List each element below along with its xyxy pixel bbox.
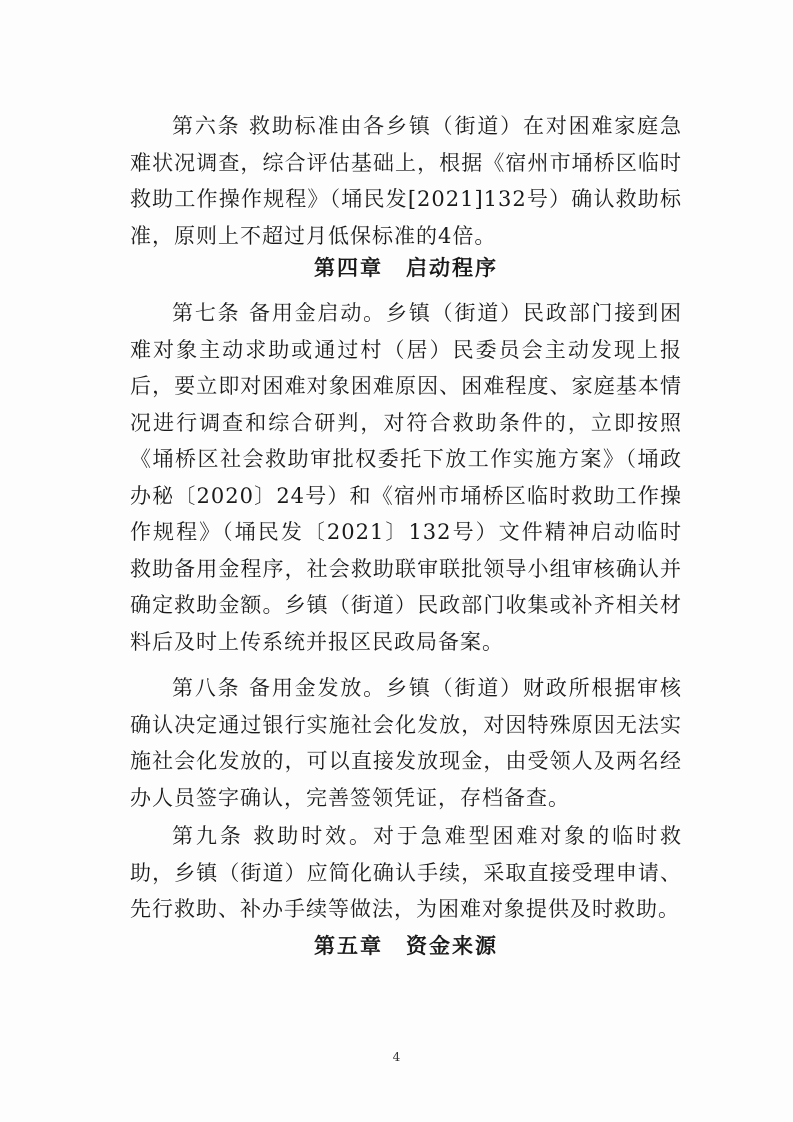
page-number: 4 bbox=[392, 1050, 401, 1064]
chapter-4-heading: 第四章 启动程序 bbox=[314, 255, 498, 280]
article-7-paragraph: 第七条 备用金启动。乡镇（街道）民政部门接到困难对象主动求助或通过村（居）民委员会主动发现上报后，要立即对困难对象困难原因、困难程度、家庭基本情况进行调查和综合研判，对符合救助条件的，立即按照《埇桥区社会救助审批权委托下放工作实施方案》（埇政办秘〔2020〕24号）和《宿州市埇桥区临时救助工作操作规程》（埇民发〔2021〕132号）文件精神启动临时救助备用金程序，社会救助联审联批领导小组审核确认并确定救助金额。乡镇（街道）民政部门收集或补齐相关材料后及时上传系统并报区民政局备案。 bbox=[130, 301, 682, 654]
article-9-paragraph: 第九条 救助时效。对于急难型困难对象的临时救助，乡镇（街道）应简化确认手续，采取直接受理申请、先行救助、补办手续等做法，为困难对象提供及时救助。 bbox=[130, 824, 682, 921]
article-8-paragraph: 第八条 备用金发放。乡镇（街道）财政所根据审核确认决定通过银行实施社会化发放，对因特殊原因无法实施社会化发放的，可以直接发放现金，由受领人及两名经办人员签字确认，完善签领凭证，存档备查。 bbox=[130, 676, 682, 810]
chapter-5-heading: 第五章 资金来源 bbox=[314, 933, 498, 958]
article-6-paragraph: 第六条 救助标准由各乡镇（街道）在对困难家庭急难状况调查，综合评估基础上，根据《宿州市埇桥区临时救助工作操作规程》（埇民发[2021]132号）确认救助标准，原则上不超过月低保标准的4倍。 bbox=[130, 114, 682, 248]
